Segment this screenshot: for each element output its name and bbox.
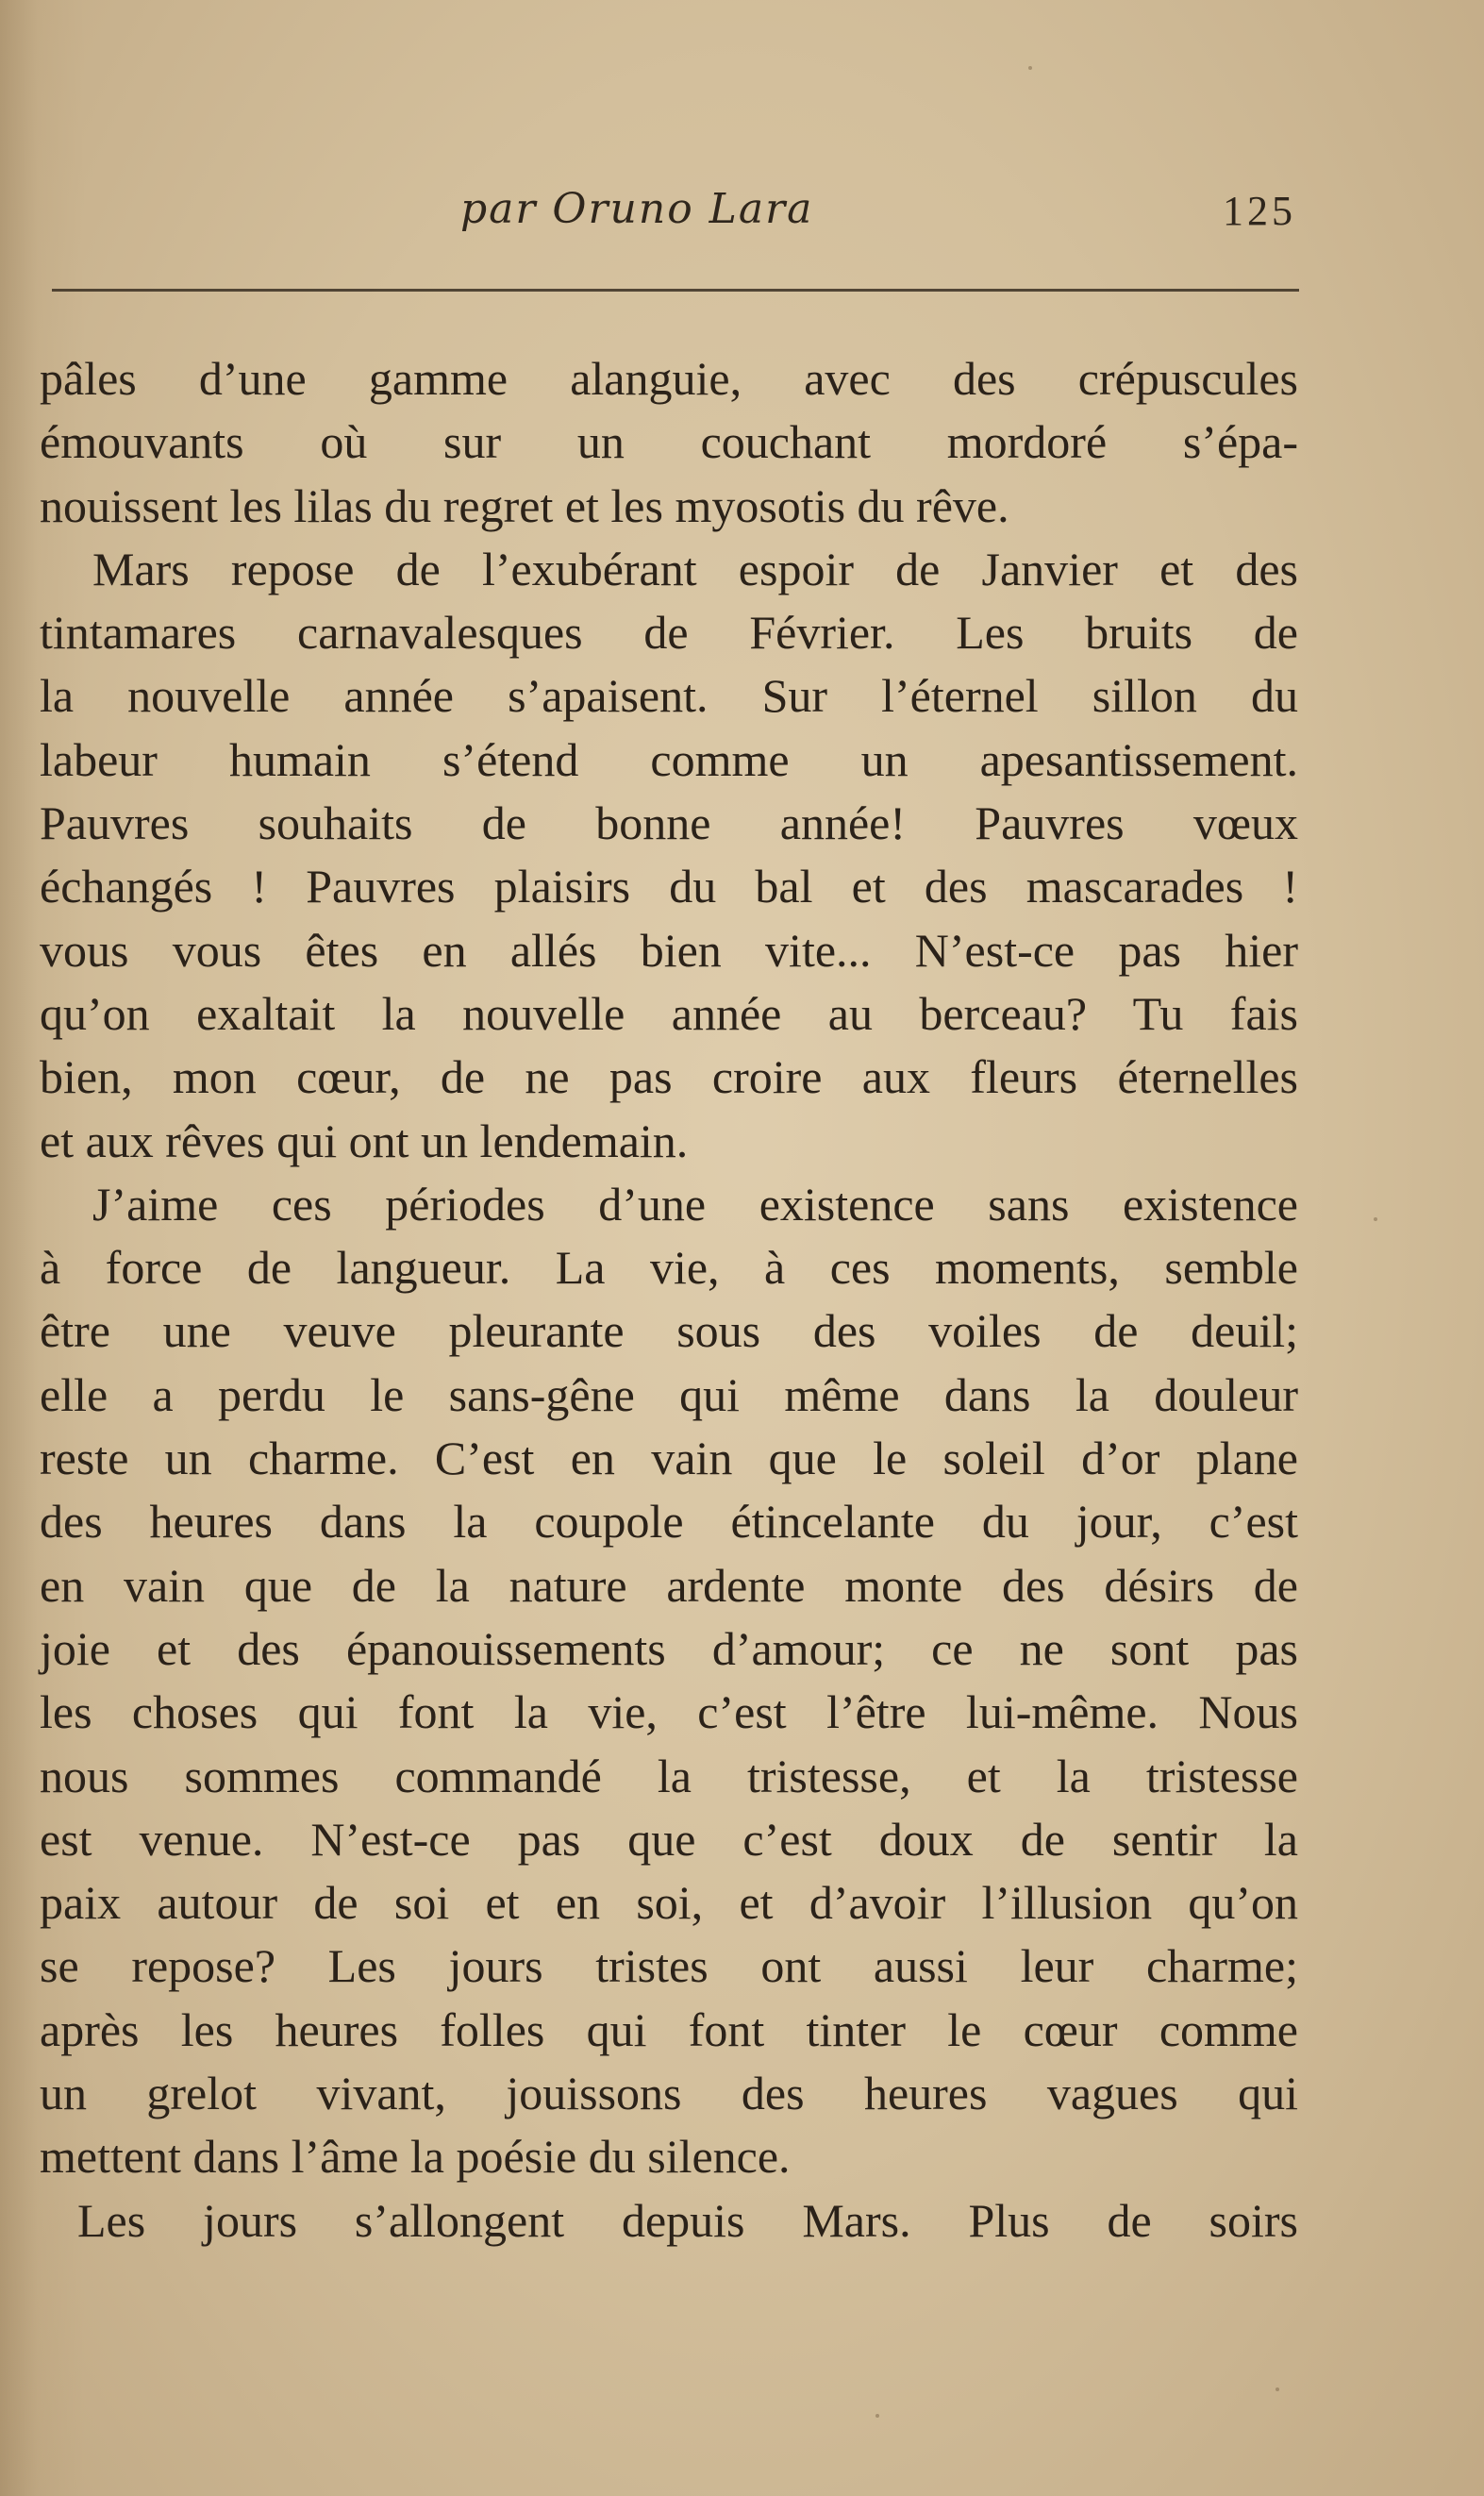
text-line: se repose? Les jours tristes ont aussi leur charme; bbox=[40, 1939, 1298, 1993]
running-title: par Oruno Lara bbox=[460, 185, 814, 233]
text-line: est venue. N’est-ce pas que c’est doux de sentir la bbox=[40, 1812, 1298, 1866]
text-line: bien, mon cœur, de ne pas croire aux fleurs éternelles bbox=[40, 1050, 1298, 1104]
text-line: tintamares carnavalesques de Février. Les bruits de bbox=[40, 606, 1298, 660]
text-line: Mars repose de l’exubérant espoir de Janvier et des bbox=[92, 542, 1298, 595]
paper-speck bbox=[1374, 1217, 1377, 1221]
text-line: nous sommes commandé la tristesse, et la tristesse bbox=[40, 1749, 1298, 1802]
text-line: Les jours s’allongent depuis Mars. Plus de soirs bbox=[77, 2193, 1298, 2247]
text-line: la nouvelle année s’apaisent. Sur l’éternel sillon du bbox=[40, 669, 1298, 723]
text-line: après les heures folles qui font tinter le cœur comme bbox=[40, 2002, 1298, 2056]
text-line: un grelot vivant, jouissons des heures vagues qui bbox=[40, 2067, 1298, 2120]
text-line: reste un charme. C’est en vain que le soleil d’or plane bbox=[40, 1432, 1298, 1485]
text-line: J’aime ces périodes d’une existence sans existence bbox=[92, 1177, 1298, 1231]
text-line: paix autour de soi et en soi, et d’avoir l’illusion qu’on bbox=[40, 1876, 1298, 1930]
text-line: vous vous êtes en allés bien vite... N’est-ce pas hier bbox=[40, 923, 1298, 977]
text-line: nouissent les lilas du regret et les myosotis du rêve. bbox=[40, 478, 1009, 532]
text-line: échangés ! Pauvres plaisirs du bal et des mascarades ! bbox=[40, 860, 1298, 913]
text-line: Pauvres souhaits de bonne année! Pauvres vœux bbox=[40, 796, 1298, 850]
paper-speck bbox=[1028, 66, 1032, 70]
text-line: les choses qui font la vie, c’est l’être lui-même. Nous bbox=[40, 1685, 1298, 1739]
text-line: à force de langueur. La vie, à ces moments, semble bbox=[40, 1241, 1298, 1295]
page-header bbox=[0, 185, 1484, 251]
text-line: être une veuve pleurante sous des voiles de deuil; bbox=[40, 1304, 1298, 1358]
text-line: des heures dans la coupole étincelante du jour, c’est bbox=[40, 1495, 1298, 1549]
paper-speck bbox=[875, 2414, 879, 2418]
text-line: pâles d’une gamme alanguie, avec des crépuscules bbox=[40, 352, 1298, 405]
text-line: qu’on exaltait la nouvelle année au berceau? Tu fais bbox=[40, 986, 1298, 1040]
text-line: mettent dans l’âme la poésie du silence. bbox=[40, 2130, 791, 2184]
text-line: et aux rêves qui ont un lendemain. bbox=[40, 1114, 689, 1167]
page-number: 125 bbox=[1223, 188, 1296, 234]
text-line: en vain que de la nature ardente monte des désirs de bbox=[40, 1558, 1298, 1612]
text-line: émouvants où sur un couchant mordoré s’épa- bbox=[40, 415, 1298, 469]
body-text bbox=[40, 347, 1298, 2253]
text-line: joie et des épanouissements d’amour; ce ne sont pas bbox=[40, 1621, 1298, 1675]
paper-speck bbox=[1276, 2387, 1279, 2391]
header-rule bbox=[52, 289, 1299, 292]
text-line: labeur humain s’étend comme un apesantissement. bbox=[40, 732, 1298, 786]
text-line: elle a perdu le sans-gêne qui même dans la douleur bbox=[40, 1367, 1298, 1421]
